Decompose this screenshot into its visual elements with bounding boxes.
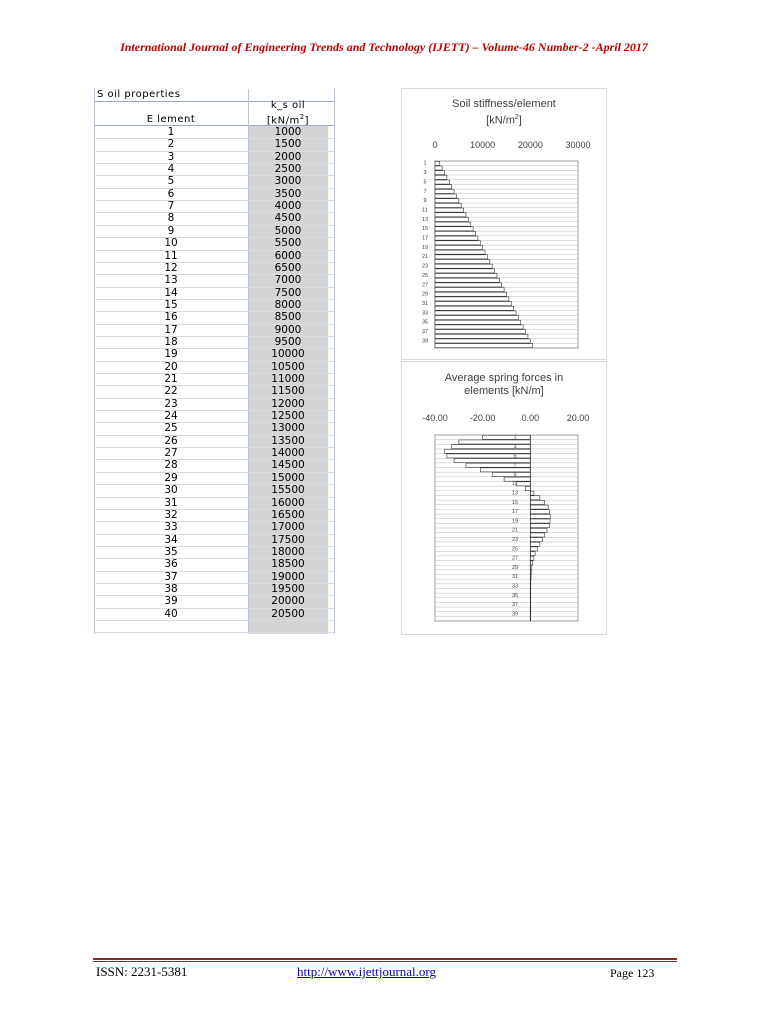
- journal-url-link[interactable]: [297, 964, 436, 980]
- k-soil-value: 5000: [274, 224, 302, 237]
- bar: [435, 217, 468, 221]
- element-number: 2: [167, 138, 175, 151]
- k-soil-value: 13500: [271, 434, 305, 447]
- footer-rule: [93, 961, 677, 962]
- element-number: 31: [164, 496, 178, 509]
- bar: [459, 440, 530, 444]
- k-soil-value: 8500: [274, 311, 302, 324]
- bar: [530, 552, 535, 556]
- element-number: 17: [164, 323, 178, 336]
- k-soil-value: 12500: [271, 410, 305, 423]
- category-label: 7: [513, 462, 517, 469]
- bar: [435, 241, 480, 245]
- chart-plot-area: [402, 362, 606, 634]
- k-soil-value: 9500: [274, 335, 302, 348]
- category-label: 37: [421, 329, 429, 336]
- k-soil-value: 16500: [271, 508, 305, 521]
- element-number: 11: [164, 249, 178, 262]
- element-number: 12: [164, 261, 178, 274]
- category-label: 35: [421, 319, 429, 326]
- category-label: 23: [511, 537, 519, 544]
- k-soil-value: 11000: [271, 373, 305, 385]
- k-soil-value: 2500: [274, 163, 302, 176]
- element-number: 19: [164, 348, 178, 361]
- bar: [435, 344, 533, 348]
- x-tick-label: 30000: [565, 140, 591, 150]
- bar: [526, 486, 531, 490]
- element-number: 27: [164, 447, 178, 460]
- category-label: 27: [421, 282, 429, 289]
- category-label: 1: [423, 160, 427, 167]
- bar: [530, 500, 544, 504]
- bar: [435, 283, 502, 287]
- bar: [435, 269, 495, 273]
- bar: [466, 463, 530, 467]
- category-label: 17: [511, 509, 519, 516]
- bar: [492, 473, 530, 477]
- category-label: 11: [512, 481, 518, 488]
- k-soil-value: 17000: [271, 521, 305, 534]
- k-soil-value: 1500: [274, 138, 302, 151]
- category-label: 39: [421, 338, 429, 345]
- element-number: 23: [164, 397, 178, 410]
- category-label: 1: [513, 434, 517, 441]
- category-label: 15: [421, 226, 429, 233]
- category-label: 17: [421, 235, 429, 242]
- k-soil-value: 2000: [274, 150, 302, 163]
- element-number: 22: [164, 385, 178, 398]
- bar: [452, 445, 531, 449]
- k-soil-value: 7000: [274, 274, 302, 287]
- k-soil-value: 7500: [274, 286, 302, 299]
- bar: [530, 519, 550, 523]
- journal-header: International Journal of Engineering Trends and Technology (IJETT) – Volume-46 Number-2 -April 2017: [120, 40, 648, 54]
- category-label: 19: [511, 518, 519, 525]
- bar: [435, 278, 499, 282]
- chart-plot-area: [402, 89, 606, 359]
- bar: [435, 297, 509, 301]
- category-label: 29: [421, 291, 429, 298]
- x-tick-label: 10000: [470, 140, 496, 150]
- category-label: 9: [513, 471, 517, 478]
- table-row-empty: [94, 620, 334, 633]
- bar: [435, 292, 507, 296]
- element-number: 18: [164, 335, 178, 348]
- k-soil-value: 16000: [271, 496, 305, 509]
- category-label: 33: [421, 310, 429, 317]
- element-number: 34: [164, 533, 178, 546]
- bar: [435, 189, 454, 193]
- category-label: 5: [423, 179, 427, 186]
- bar: [530, 533, 544, 537]
- element-number: 32: [164, 508, 178, 521]
- category-label: 31: [511, 574, 519, 581]
- bar: [435, 203, 461, 207]
- element-number: 8: [167, 212, 175, 225]
- soil-stiffness-chart: [401, 88, 607, 360]
- element-number: 25: [164, 422, 178, 435]
- chart-title: Average spring forces in: [444, 372, 564, 384]
- bar: [530, 556, 534, 560]
- footer-rule: [93, 958, 677, 960]
- bar: [435, 171, 445, 175]
- element-number: 15: [164, 298, 178, 311]
- k-soil-value: 5500: [274, 237, 302, 250]
- bar: [435, 185, 452, 189]
- bar: [435, 161, 440, 165]
- category-label: 37: [511, 602, 519, 609]
- bar: [435, 311, 516, 315]
- chart-title: Soil stiffness/element: [452, 98, 556, 110]
- chart-title-unit: $[kN/m^2]$: [486, 114, 522, 127]
- bar: [530, 496, 540, 500]
- column-divider: [334, 89, 335, 634]
- k-soil-value: 3500: [274, 187, 302, 200]
- k-soil-value: 20500: [271, 607, 305, 620]
- bar: [435, 222, 471, 226]
- bar: [435, 180, 449, 184]
- element-number: 5: [167, 175, 175, 188]
- spring-forces-chart: [401, 361, 607, 635]
- category-label: 33: [511, 583, 519, 590]
- category-label: 21: [421, 254, 429, 261]
- k-soil-value: 18500: [271, 558, 305, 571]
- bar: [435, 288, 504, 292]
- bar: [530, 505, 548, 509]
- bar: [530, 542, 540, 546]
- bar: [435, 339, 530, 343]
- category-label: 19: [421, 244, 429, 251]
- k-soil-value: 17500: [271, 533, 305, 546]
- bar: [435, 259, 490, 263]
- bar: [516, 482, 530, 486]
- element-number: 40: [164, 607, 178, 620]
- bar: [435, 264, 492, 268]
- k-soil-value: 14000: [271, 447, 305, 460]
- k-soil-value: 4500: [274, 212, 302, 225]
- bar: [435, 213, 466, 217]
- k-soil-value: 14500: [271, 459, 305, 472]
- k-soil-value: 6000: [274, 249, 302, 262]
- x-tick-label: 0.00: [521, 413, 540, 423]
- k-soil-value: 13000: [271, 422, 305, 435]
- x-tick-label: 20000: [517, 140, 543, 150]
- soil-properties-table: [94, 89, 334, 634]
- element-number: 4: [167, 163, 175, 176]
- element-number: 30: [164, 484, 178, 497]
- k-soil-value: 9000: [274, 323, 302, 336]
- column-header-element: E lement: [146, 114, 196, 125]
- bar: [435, 231, 476, 235]
- category-label: 11: [422, 207, 428, 214]
- element-number: 38: [164, 582, 178, 595]
- bar: [435, 330, 526, 334]
- element-number: 37: [164, 570, 178, 583]
- bar: [530, 514, 550, 518]
- category-label: 15: [511, 499, 519, 506]
- category-label: 27: [511, 555, 519, 562]
- category-label: 25: [511, 546, 519, 553]
- element-number: 3: [167, 150, 175, 163]
- k-soil-value: 6500: [274, 261, 302, 274]
- bar: [480, 468, 530, 472]
- bar: [530, 547, 537, 551]
- bar: [530, 528, 547, 532]
- k-soil-value: 10500: [271, 360, 305, 373]
- bar: [435, 175, 447, 179]
- bar: [454, 459, 530, 463]
- bar: [530, 524, 549, 528]
- element-number: 20: [164, 360, 178, 373]
- bar: [435, 199, 459, 203]
- x-tick-label: -40.00: [422, 413, 448, 423]
- category-label: 29: [511, 564, 519, 571]
- category-label: 13: [511, 490, 519, 497]
- x-tick-label: 0: [432, 140, 438, 150]
- bar: [530, 538, 542, 542]
- bar: [483, 435, 531, 439]
- bar: [435, 274, 497, 278]
- x-tick-label: -20.00: [469, 413, 496, 423]
- element-number: 36: [164, 558, 178, 571]
- element-number: 28: [164, 459, 178, 472]
- bar: [435, 250, 485, 254]
- element-number: 14: [164, 286, 178, 299]
- k-soil-value: 12000: [271, 397, 305, 410]
- k-soil-value: 19500: [271, 582, 305, 595]
- category-label: 5: [513, 453, 517, 460]
- bar: [435, 227, 473, 231]
- bar: [435, 236, 478, 240]
- element-number: 35: [164, 545, 178, 558]
- element-number: 21: [164, 373, 178, 385]
- element-number: 29: [164, 471, 178, 484]
- category-label: 21: [511, 527, 519, 534]
- element-number: 1: [167, 126, 175, 138]
- issn: ISSN: 2231-5381: [96, 964, 188, 979]
- bar: [435, 245, 483, 249]
- chart-title-line2: elements [kN/m]: [464, 385, 544, 397]
- category-label: 9: [423, 198, 427, 205]
- element-number: 26: [164, 434, 178, 447]
- element-number: 9: [167, 224, 175, 237]
- journal-url[interactable]: http://www.ijettjournal.org: [297, 964, 437, 979]
- column-header-k: k_s oil: [270, 100, 306, 111]
- k-soil-value: 1000: [274, 126, 302, 138]
- element-number: 6: [167, 187, 175, 200]
- k-soil-value: 4000: [274, 200, 302, 213]
- k-soil-value: 8000: [274, 298, 302, 311]
- category-label: 3: [423, 170, 427, 177]
- category-label: 7: [423, 188, 427, 195]
- element-number: 7: [167, 200, 175, 213]
- element-number: 10: [164, 237, 178, 250]
- bar: [447, 454, 530, 458]
- bar: [435, 194, 456, 198]
- bar: [435, 316, 518, 320]
- bar: [435, 255, 487, 259]
- bar: [435, 320, 521, 324]
- bar: [435, 306, 514, 310]
- element-number: 39: [164, 595, 178, 608]
- k-soil-value: 15000: [271, 471, 305, 484]
- bar: [530, 510, 549, 514]
- k-soil-value: 11500: [271, 385, 305, 398]
- column-header-k-unit: $[kN/m^2]$: [266, 113, 310, 127]
- bar: [435, 166, 442, 170]
- element-number: 33: [164, 521, 178, 534]
- bar: [530, 491, 534, 495]
- bar: [435, 302, 511, 306]
- bar: [435, 334, 528, 338]
- page-number: Page 123: [610, 966, 655, 980]
- category-label: 39: [511, 611, 519, 618]
- bar: [445, 449, 531, 453]
- element-number: 13: [164, 274, 178, 287]
- element-number: 16: [164, 311, 178, 324]
- k-soil-value: 15500: [271, 484, 305, 497]
- category-label: 23: [421, 263, 429, 270]
- k-soil-value: 20000: [271, 595, 305, 608]
- table-title: S oil properties: [97, 89, 181, 100]
- category-label: 31: [421, 300, 429, 307]
- category-label: 3: [513, 444, 517, 451]
- k-soil-value: 10000: [271, 348, 305, 361]
- category-label: 13: [421, 216, 429, 223]
- k-soil-value: 18000: [271, 545, 305, 558]
- x-tick-label: 20.00: [566, 413, 590, 423]
- bar: [435, 208, 464, 212]
- category-label: 35: [511, 592, 519, 599]
- element-number: 24: [164, 410, 178, 423]
- category-label: 25: [421, 272, 429, 279]
- k-soil-value: 3000: [274, 175, 302, 188]
- k-soil-value: 19000: [271, 570, 305, 583]
- bar: [435, 325, 523, 329]
